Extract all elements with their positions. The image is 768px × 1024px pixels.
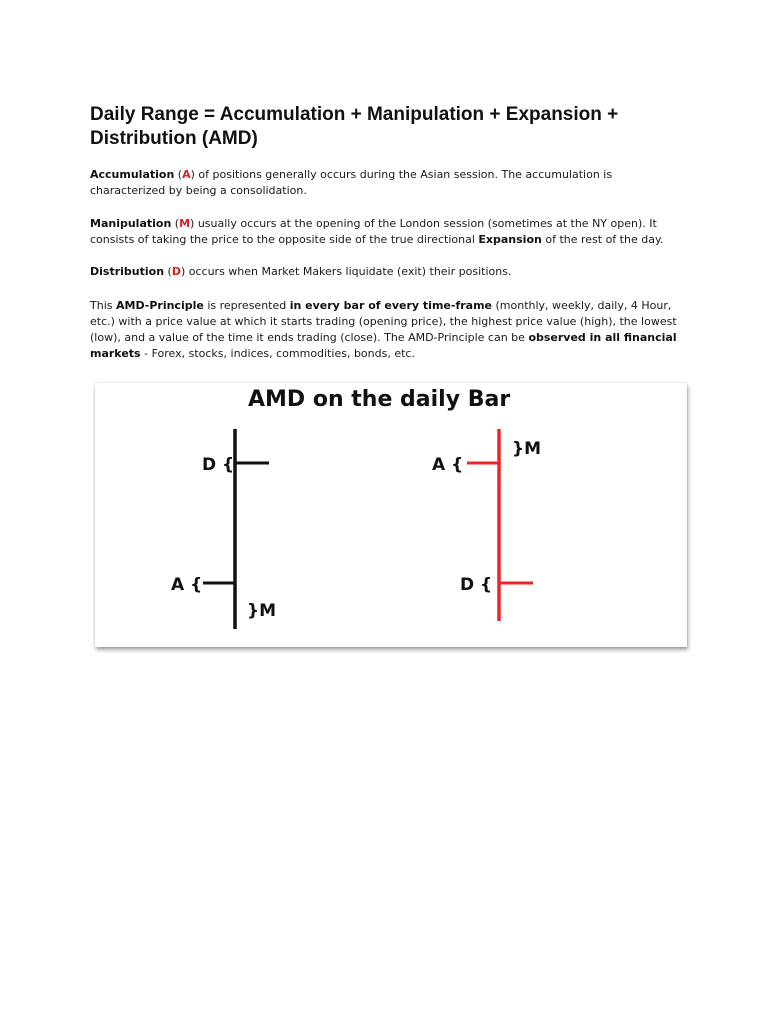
bullish-accumulation-label: A { bbox=[171, 575, 203, 595]
bullish-daily-bar bbox=[171, 429, 276, 629]
paren-open: ( bbox=[171, 217, 180, 230]
term-accumulation: Accumulation bbox=[90, 168, 175, 181]
paragraph-distribution bbox=[90, 264, 690, 280]
term-expansion: Expansion bbox=[478, 233, 542, 246]
amd-figure bbox=[95, 383, 687, 647]
emphasis-every-bar: in every bar of every time-frame bbox=[289, 299, 492, 312]
term-manipulation: Manipulation bbox=[90, 217, 172, 230]
amd-diagram bbox=[95, 383, 687, 647]
bearish-manipulation-label: }M bbox=[512, 439, 542, 459]
accumulation-text: of positions generally occurs during the Asian session. The accumulation is characterized by being a consolidation. bbox=[90, 168, 613, 197]
bullish-distribution-label: D { bbox=[202, 455, 235, 475]
term-amd-principle: AMD-Principle bbox=[115, 299, 204, 312]
bearish-distribution-label: D { bbox=[460, 575, 493, 595]
bullish-manipulation-label: }M bbox=[247, 601, 277, 621]
paragraph-accumulation bbox=[90, 167, 690, 199]
distribution-text: occurs when Market Makers liquidate (exit) their positions. bbox=[185, 265, 512, 278]
principle-text-2: is represented bbox=[203, 299, 290, 312]
paren-close: ) bbox=[190, 217, 195, 230]
paren-close: ) bbox=[180, 265, 186, 278]
figure-title: AMD on the daily Bar bbox=[248, 387, 511, 412]
bearish-accumulation-label: A { bbox=[432, 455, 464, 475]
manipulation-text-after: of the rest of the day. bbox=[541, 233, 664, 246]
paragraph-amd-principle bbox=[90, 298, 690, 362]
emphasis-all-markets: observed in all financial markets bbox=[90, 331, 677, 360]
paren-close: ) bbox=[190, 168, 195, 181]
term-distribution: Distribution bbox=[90, 265, 165, 278]
letter-m: M bbox=[179, 217, 191, 230]
page-title: Daily Range = Accumulation + Manipulation + Expansion + Distribution (AMD) bbox=[90, 104, 619, 149]
principle-text-3: (monthly, weekly, daily, 4 Hour, etc.) with a price value at which it starts trading (opening price), the highest price value (high), the lowest (low), and a value of the time it ends trading (close). The AMD-Principle can be bbox=[90, 299, 677, 344]
manipulation-text-before: usually occurs at the opening of the London session (sometimes at the NY open). It consists of taking the price to the opposite side of the true directional bbox=[90, 217, 657, 246]
paren-open: ( bbox=[174, 168, 183, 181]
letter-d: D bbox=[171, 265, 181, 278]
principle-text-1: This bbox=[90, 299, 116, 312]
paragraph-manipulation bbox=[90, 216, 690, 248]
paren-open: ( bbox=[164, 265, 172, 278]
letter-a: A bbox=[182, 168, 191, 181]
bearish-daily-bar bbox=[432, 429, 541, 621]
principle-text-4: - Forex, stocks, indices, commodities, bonds, etc. bbox=[140, 347, 415, 360]
